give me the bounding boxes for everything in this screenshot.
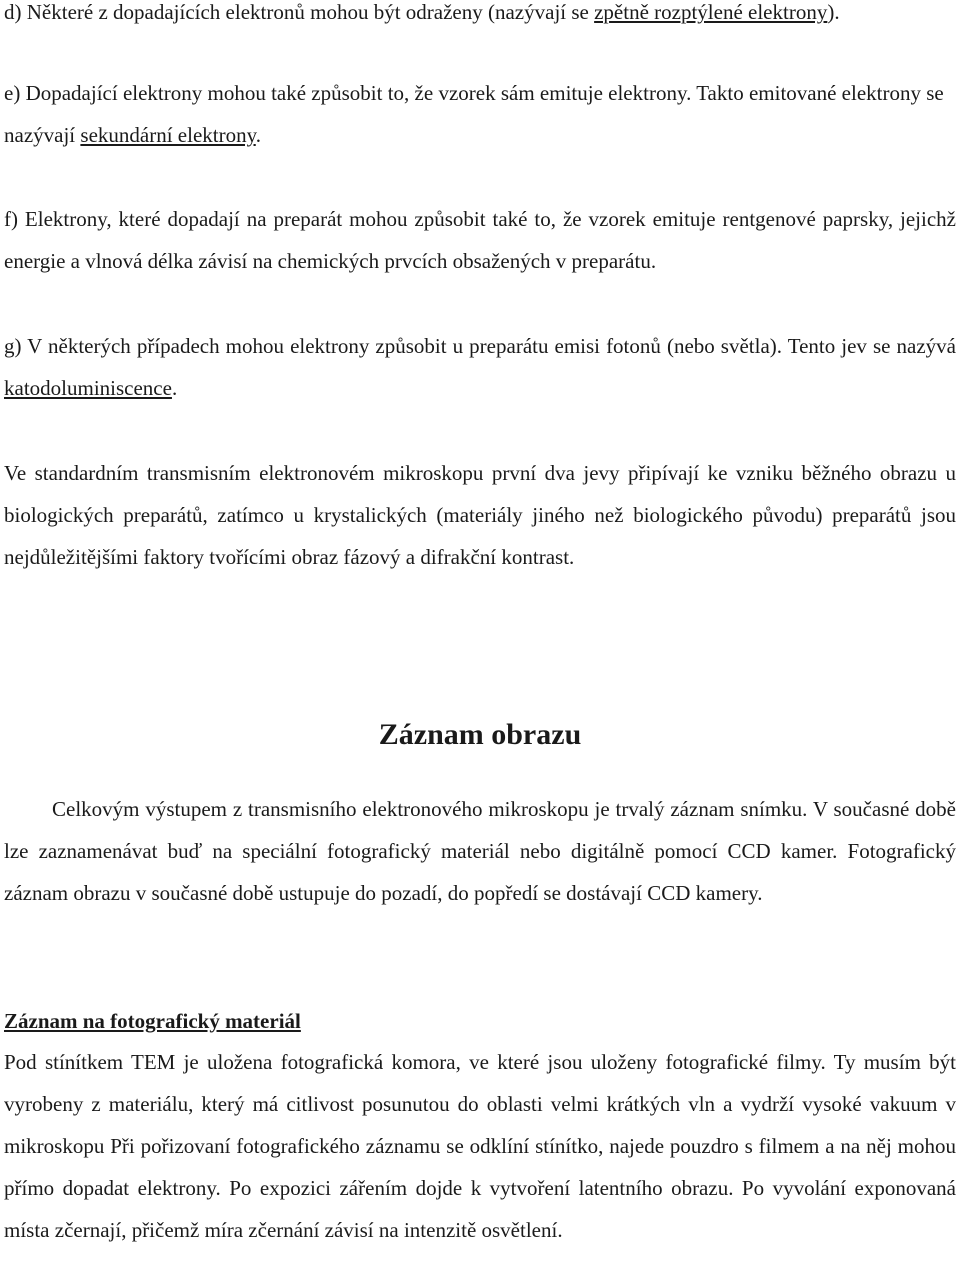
paragraph-e <box>4 72 956 156</box>
term-backscattered-electrons: zpětně rozptýlené elektrony <box>594 0 828 24</box>
paragraph-e-end: . <box>255 123 261 147</box>
paragraph-image-recording: Celkovým výstupem z transmisního elektronového mikroskopu je trvalý záznam snímku. V současné době lze zaznamenávat buď na speciální fotografický materiál nebo digitálně pomocí CCD kamer. Fotografický záznam obrazu v současné době ustupuje do pozadí, do popředí se dostávají CCD kamery. <box>4 797 956 905</box>
paragraph-f: f) Elektrony, které dopadají na preparát mohou způsobit také to, že vzorek emituje rentgenové paprsky, jejichž energie a vlnová délka závisí na chemických prvcích obsažených v preparátu. <box>4 207 956 273</box>
paragraph-e-text: e) Dopadající elektrony mohou také způsobit to, že vzorek sám emituje elektrony. Takto emitované elektrony se nazývají <box>4 81 944 147</box>
paragraph-d-end: ). <box>827 0 840 24</box>
paragraph-g-end: . <box>171 376 178 400</box>
subsection-heading: Záznam na fotografický materiál <box>4 1009 301 1033</box>
paragraph-d-text: d) Některé z dopadajících elektronů mohou být odraženy (nazývají se <box>4 0 595 24</box>
term-secondary-electrons: sekundární elektrony <box>80 123 256 147</box>
paragraph-g <box>4 325 956 409</box>
paragraph-d <box>4 0 840 33</box>
term-cathodoluminescence: katodoluminiscence <box>4 376 172 400</box>
paragraph-standard-tem: Ve standardním transmisním elektronovém mikroskopu první dva jevy připívají ke vzniku běžného obrazu u biologických preparátů, zatímco u krystalických (materiály jiného než biologického původu) preparátů jsou nejdůležitějšími faktory tvořícími obraz fázový a difrakční kontrast. <box>4 461 956 569</box>
paragraph-g-text: g) V některých případech mohou elektrony způsobit u preparátu emisi fotonů (nebo světla). Tento jev se nazývá <box>4 334 956 358</box>
paragraph-photographic-material: Pod stínítkem TEM je uložena fotografická komora, ve které jsou uloženy fotografické filmy. Ty musím být vyrobeny z materiálu, který má citlivost posunutou do oblasti velmi krátkých vln a vydrží vysoké vakuum v mikroskopu Při pořizovaní fotografického záznamu se odklíní stínítko, najede pouzdro s filmem a na něj mohou přímo dopadat elektrony. Po expozici zářením dojde k vytvoření latentního obrazu. Po vyvolání exponovaná místa zčernají, přičemž míra zčernání závisí na intenzitě osvětlení. <box>4 1050 956 1242</box>
section-heading: Záznam obrazu <box>378 718 582 751</box>
